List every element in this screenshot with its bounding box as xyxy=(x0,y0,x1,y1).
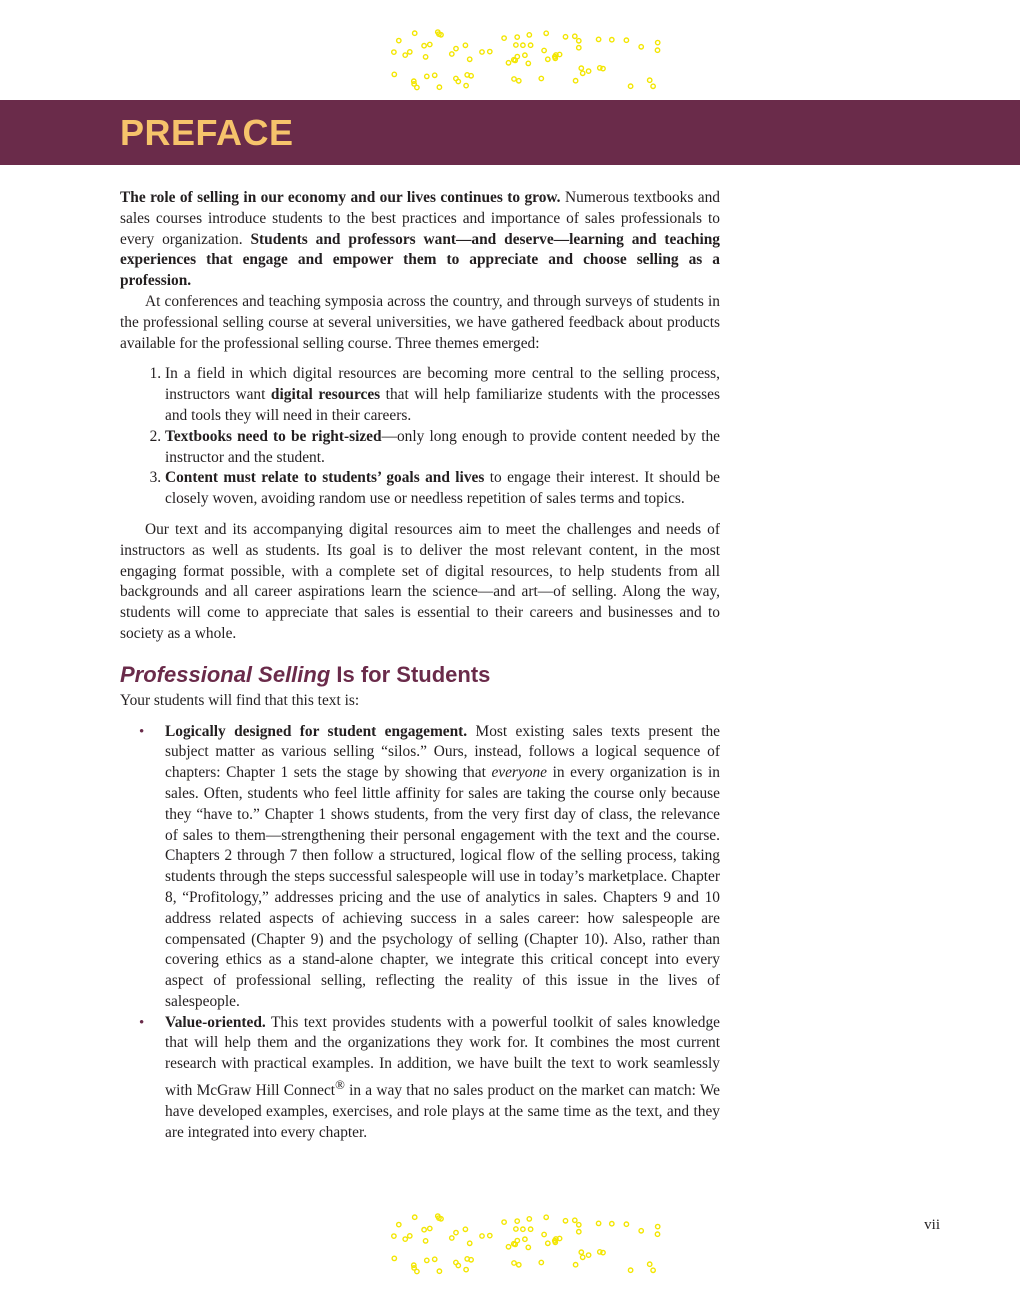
decorative-dot xyxy=(463,1227,467,1231)
decorative-dot xyxy=(563,1219,567,1223)
decorative-dot xyxy=(465,1257,469,1261)
decorative-dot xyxy=(581,71,585,75)
decorative-dot xyxy=(557,52,561,56)
decorative-dot xyxy=(506,1245,510,1249)
decorative-dot xyxy=(454,76,458,80)
feature-text-continued: in every organization is in sales. Often, students who feel little affinity for sales are taking the course only because they “have to.” Chapter 1 shows students, from the very first day of class, the relevance of sales to them—strengthening their personal engagement with the text and the course. Chapters 2 through 7 then follow a structured, logical flow of the selling process, taking students through the steps successful salespeople will use in today’s marketplace. Chapter 8, “Profitology,” addresses pricing and the use of analytics in sales. Chapters 9 and 10 address related aspects of achieving success in a sales career: how salespeople are compensated (Chapter 9) and the psychology of selling (Chapter 10). Also, rather than covering ethics as a stand-alone chapter, we integrate this critical concept into every aspect of professional selling, reflecting the reality of this issue in the lives of salespeople. xyxy=(165,764,720,1010)
decorative-dot xyxy=(480,1234,484,1238)
decorative-dot xyxy=(656,1224,660,1228)
decorative-dot xyxy=(403,53,407,57)
feature-text: This text provides students with a powerful toolkit of sales knowledge that will help them and the organizations they work for. It combines the most current research with practical examples. In addition, we have built the text to work seamlessly with McGraw Hill Connect xyxy=(165,1013,720,1100)
theme-bold: digital resources xyxy=(270,386,381,404)
decorative-dot xyxy=(517,79,521,83)
decorative-dot xyxy=(397,38,401,42)
feature-bold: Value-oriented. xyxy=(165,1013,266,1031)
decorative-dot xyxy=(573,79,577,83)
title-banner xyxy=(0,100,1020,165)
decorative-dot xyxy=(655,48,659,52)
decorative-dot xyxy=(425,74,429,78)
decorative-dot xyxy=(465,73,469,77)
decorative-dot xyxy=(528,1227,532,1231)
intro-text: Numerous textbooks and sales courses introduce students to the best practices and importance of sales professionals to every organization. xyxy=(120,189,720,248)
decorative-dot xyxy=(577,1223,581,1227)
decorative-dot xyxy=(413,1215,417,1219)
decorative-dot xyxy=(422,1228,426,1232)
decorative-dot xyxy=(415,1269,419,1273)
decorative-dot xyxy=(521,43,525,47)
decorative-dot xyxy=(502,1220,506,1224)
theme-text-post: —only long enough to provide content needed by the instructor and the student. xyxy=(165,427,720,466)
decorative-dot xyxy=(450,1236,454,1240)
decorative-dot xyxy=(464,83,468,87)
decorative-dot xyxy=(397,1222,401,1226)
feedback-paragraph: At conferences and teaching symposia across the country, and through surveys of students in the professional selling course at several universities, we have gathered feedback about products available for the professional selling course. Three themes emerged: xyxy=(120,292,720,352)
decorative-dot xyxy=(392,72,396,76)
decorative-dot xyxy=(423,1239,427,1243)
decorative-dot xyxy=(515,35,519,39)
decorative-dot xyxy=(454,46,458,50)
bullet-icon: • xyxy=(139,723,145,740)
decorative-dot xyxy=(598,66,602,70)
bullet-icon: • xyxy=(139,1014,145,1031)
decorative-dot xyxy=(586,1253,590,1257)
decorative-dot xyxy=(648,1262,652,1266)
feature-text-continued: in a way that no sales product on the market can match: We have developed examples, exercises, and role plays at the same time as the text, and they are integrated into every chapter. xyxy=(165,1082,721,1141)
decorative-dot xyxy=(468,57,472,61)
decorative-dot xyxy=(464,1267,468,1271)
decorative-dot xyxy=(450,52,454,56)
decorative-dot xyxy=(539,1260,543,1264)
feature-italic: everyone xyxy=(491,764,547,782)
decorative-dot xyxy=(392,50,396,54)
decorative-dot xyxy=(528,43,532,47)
decorative-dot xyxy=(573,34,577,38)
decorative-dot-pattern-top xyxy=(384,28,678,92)
decorative-dot xyxy=(468,1241,472,1245)
decorative-dot xyxy=(526,1245,530,1249)
feature-bold: Logically designed for student engagement. xyxy=(165,722,468,740)
intro-bold-statement: Students and professors want—and deserve—learning and teaching experiences that engage and empower them to appreciate and choose selling as a profession. xyxy=(120,230,720,290)
decorative-dot xyxy=(517,1263,521,1267)
decorative-dot xyxy=(542,48,546,52)
decorative-dot xyxy=(523,53,527,57)
decorative-dot xyxy=(437,85,441,89)
decorative-dot xyxy=(433,73,437,77)
decorative-dot xyxy=(521,1227,525,1231)
theme-item xyxy=(165,364,720,426)
decorative-dot xyxy=(586,69,590,73)
features-list xyxy=(120,722,720,1144)
decorative-dot xyxy=(514,43,518,47)
decorative-dot xyxy=(488,1233,492,1237)
section-heading-italic: Professional Selling xyxy=(120,661,331,687)
decorative-dot xyxy=(648,78,652,82)
registered-mark: ® xyxy=(335,1078,345,1093)
intro-paragraph xyxy=(120,188,720,292)
decorative-dot xyxy=(651,84,655,88)
decorative-dot xyxy=(573,1263,577,1267)
decorative-dot xyxy=(639,1229,643,1233)
decorative-dot xyxy=(624,38,628,42)
decorative-dot xyxy=(610,1222,614,1226)
decorative-dot xyxy=(408,50,412,54)
decorative-dot xyxy=(415,85,419,89)
section-heading-rest: Is for Students xyxy=(330,661,491,687)
theme-text-pre: In a field in which digital resources are becoming more central to the selling process, instructors want xyxy=(165,365,720,404)
decorative-dot xyxy=(581,1255,585,1259)
decorative-dot xyxy=(425,1258,429,1262)
decorative-dot xyxy=(454,1230,458,1234)
decorative-dot xyxy=(546,1241,550,1245)
decorative-dot xyxy=(463,43,467,47)
decorative-dot xyxy=(428,42,432,46)
decorative-dot xyxy=(506,61,510,65)
theme-text-post: to engage their interest. It should be closely woven, avoiding random use or needless repetition of sales terms and topics. xyxy=(165,469,720,508)
decorative-dot xyxy=(422,44,426,48)
decorative-dot xyxy=(579,66,583,70)
intro-bold-lead: The role of selling in our economy and our lives continues to grow. xyxy=(120,189,561,206)
decorative-dot xyxy=(437,1269,441,1273)
decorative-dot xyxy=(423,55,427,59)
decorative-dot xyxy=(628,84,632,88)
decorative-dot xyxy=(392,1234,396,1238)
decorative-dot xyxy=(544,31,548,35)
feature-text: Most existing sales texts present the subject matter as various selling “silos.” Ours, instead, follows a logical sequence of chapters: Chapter 1 sets the stage by showing that xyxy=(165,722,721,782)
decorative-dot xyxy=(428,1226,432,1230)
feature-item xyxy=(139,722,721,1013)
decorative-dot xyxy=(579,1250,583,1254)
decorative-dot xyxy=(624,1222,628,1226)
decorative-dot xyxy=(433,1257,437,1261)
decorative-dot xyxy=(596,37,600,41)
decorative-dot xyxy=(598,1250,602,1254)
decorative-dot xyxy=(596,1221,600,1225)
decorative-dot xyxy=(546,57,550,61)
theme-bold: Content must relate to students’ goals and lives xyxy=(165,469,485,487)
decorative-dot xyxy=(408,1234,412,1238)
decorative-dot xyxy=(656,40,660,44)
theme-item xyxy=(165,468,720,510)
decorative-dot xyxy=(577,46,581,50)
decorative-dot xyxy=(557,1236,561,1240)
decorative-dot xyxy=(527,33,531,37)
decorative-dot xyxy=(502,36,506,40)
main-content xyxy=(120,188,720,1144)
page-number: vii xyxy=(924,1217,940,1233)
theme-item xyxy=(165,427,720,469)
decorative-dot xyxy=(392,1256,396,1260)
decorative-dot xyxy=(544,1215,548,1219)
decorative-dot xyxy=(515,54,519,58)
decorative-dot xyxy=(651,1268,655,1272)
decorative-dot xyxy=(573,1218,577,1222)
decorative-dot xyxy=(527,1217,531,1221)
decorative-dot xyxy=(512,77,516,81)
decorative-dot xyxy=(480,50,484,54)
decorative-dot xyxy=(403,1237,407,1241)
closing-paragraph: Our text and its accompanying digital resources aim to meet the challenges and needs of instructors as well as students. Its goal is to deliver the most relevant content, in the most engaging format possible, with a complete set of digital resources, to help students from all backgrounds and all career aspirations learn the science—and art—of selling. Along the way, students will come to appreciate that sales is essential to their careers and businesses and to society as a whole. xyxy=(120,520,720,642)
theme-text-post: that will help familiarize students with the processes and tools they will need in their careers. xyxy=(165,386,720,424)
decorative-dot xyxy=(655,1232,659,1236)
section-heading xyxy=(120,661,720,689)
decorative-dot xyxy=(515,1219,519,1223)
decorative-dot xyxy=(515,1238,519,1242)
decorative-dot xyxy=(512,1261,516,1265)
decorative-dot xyxy=(563,35,567,39)
decorative-dot xyxy=(610,38,614,42)
decorative-dot xyxy=(514,1227,518,1231)
decorative-dot xyxy=(523,1237,527,1241)
theme-bold: Textbooks need to be right-sized xyxy=(165,427,382,445)
decorative-dot xyxy=(577,1230,581,1234)
decorative-dot xyxy=(577,39,581,43)
decorative-dot-pattern-bottom xyxy=(384,1212,678,1276)
decorative-dot xyxy=(639,45,643,49)
decorative-dot xyxy=(526,61,530,65)
decorative-dot xyxy=(488,49,492,53)
decorative-dot xyxy=(539,76,543,80)
page-title: PREFACE xyxy=(120,112,294,153)
decorative-dot xyxy=(628,1268,632,1272)
themes-list xyxy=(120,364,720,510)
section-lead: Your students will find that this text is: xyxy=(120,691,360,709)
decorative-dot xyxy=(413,31,417,35)
decorative-dot xyxy=(542,1232,546,1236)
decorative-dot xyxy=(454,1260,458,1264)
feature-item xyxy=(139,1013,721,1144)
